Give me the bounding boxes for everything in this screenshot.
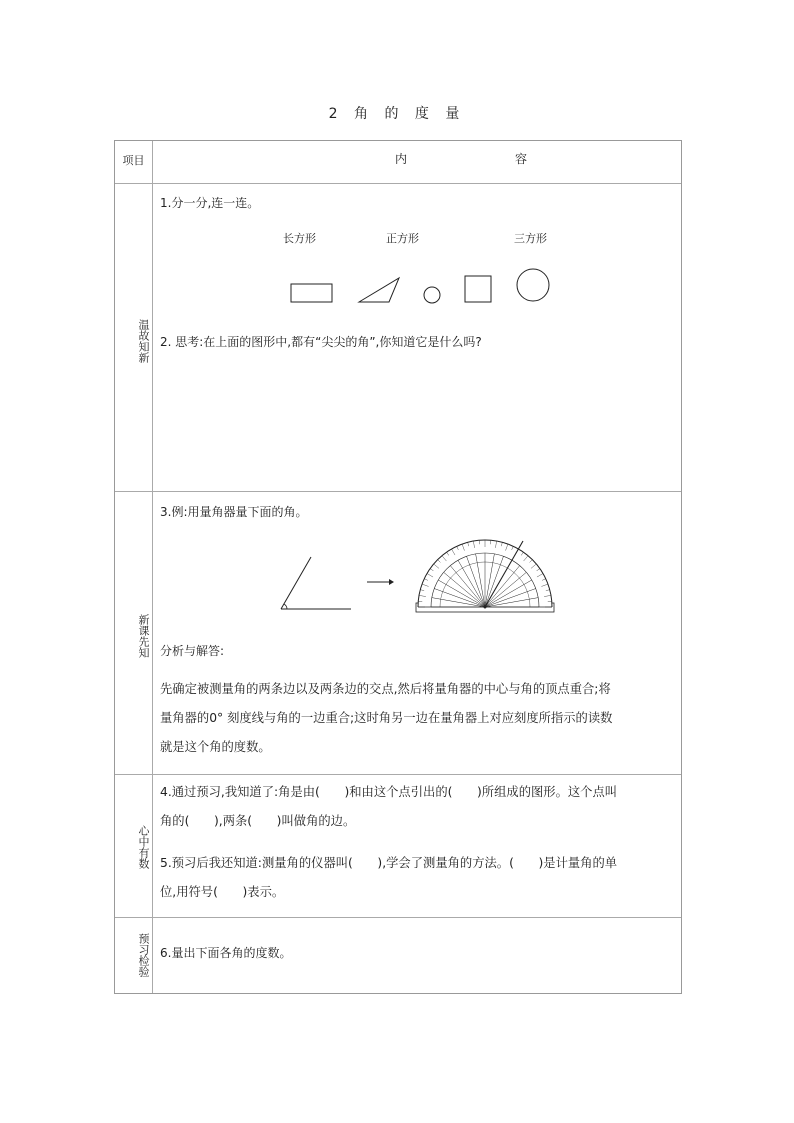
question-1: 1.分一分,连一连。 bbox=[160, 196, 260, 210]
small-circle-icon bbox=[424, 287, 440, 303]
category-label-triangle: 三方形 bbox=[514, 232, 547, 245]
analysis-line: 先确定被测量角的两条边以及两条边的交点,然后将量角器的中心与角的顶点重合;将 bbox=[160, 682, 611, 696]
header-content: 内 容 bbox=[395, 152, 556, 166]
question-4 bbox=[160, 778, 676, 836]
question-5 bbox=[160, 849, 676, 907]
row-divider bbox=[115, 774, 681, 775]
analysis-line: 量角器的0° 刻度线与角的一边重合;这时角另一边在量角器上对应刻度所指示的读数 bbox=[160, 711, 613, 725]
arrow-right-icon bbox=[365, 577, 395, 587]
category-label-rectangle: 长方形 bbox=[283, 232, 316, 245]
page-title: 2 角 的 度 量 bbox=[328, 106, 466, 122]
analysis-line: 就是这个角的度数。 bbox=[160, 740, 271, 754]
square-icon bbox=[465, 276, 491, 302]
question-5-line: 5.预习后我还知道:测量角的仪器叫( ),学会了测量角的方法。( )是计量角的单 bbox=[160, 856, 618, 870]
question-6: 6.量出下面各角的度数。 bbox=[160, 946, 292, 960]
triangle-icon bbox=[359, 278, 399, 302]
question-2: 2. 思考:在上面的图形中,都有“尖尖的角”,你知道它是什么吗? bbox=[160, 335, 482, 349]
angle-icon bbox=[275, 541, 360, 616]
row-divider bbox=[115, 917, 681, 918]
question-3: 3.例:用量角器量下面的角。 bbox=[160, 505, 308, 519]
category-label-square: 正方形 bbox=[386, 232, 419, 245]
section-label-preview: 新课先知 bbox=[137, 614, 150, 658]
section-label-check: 预习检验 bbox=[137, 933, 150, 977]
worksheet-table bbox=[114, 140, 682, 994]
header-project: 项目 bbox=[122, 154, 145, 167]
row-divider bbox=[115, 183, 681, 184]
question-4-line: 角的( ),两条( )叫做角的边。 bbox=[160, 814, 356, 828]
column-divider bbox=[152, 141, 153, 993]
section-label-summary: 心中有数 bbox=[137, 825, 150, 869]
question-5-line: 位,用符号( )表示。 bbox=[160, 885, 285, 899]
analysis-paragraph bbox=[160, 675, 676, 762]
shapes-row bbox=[285, 265, 555, 310]
analysis-title: 分析与解答: bbox=[160, 644, 225, 658]
protractor-icon bbox=[415, 535, 555, 613]
rectangle-icon bbox=[291, 284, 332, 302]
section-label-review: 温故知新 bbox=[137, 319, 150, 363]
large-circle-icon bbox=[517, 269, 549, 301]
row-divider bbox=[115, 491, 681, 492]
question-4-line: 4.通过预习,我知道了:角是由( )和由这个点引出的( )所组成的图形。这个点叫 bbox=[160, 785, 618, 799]
